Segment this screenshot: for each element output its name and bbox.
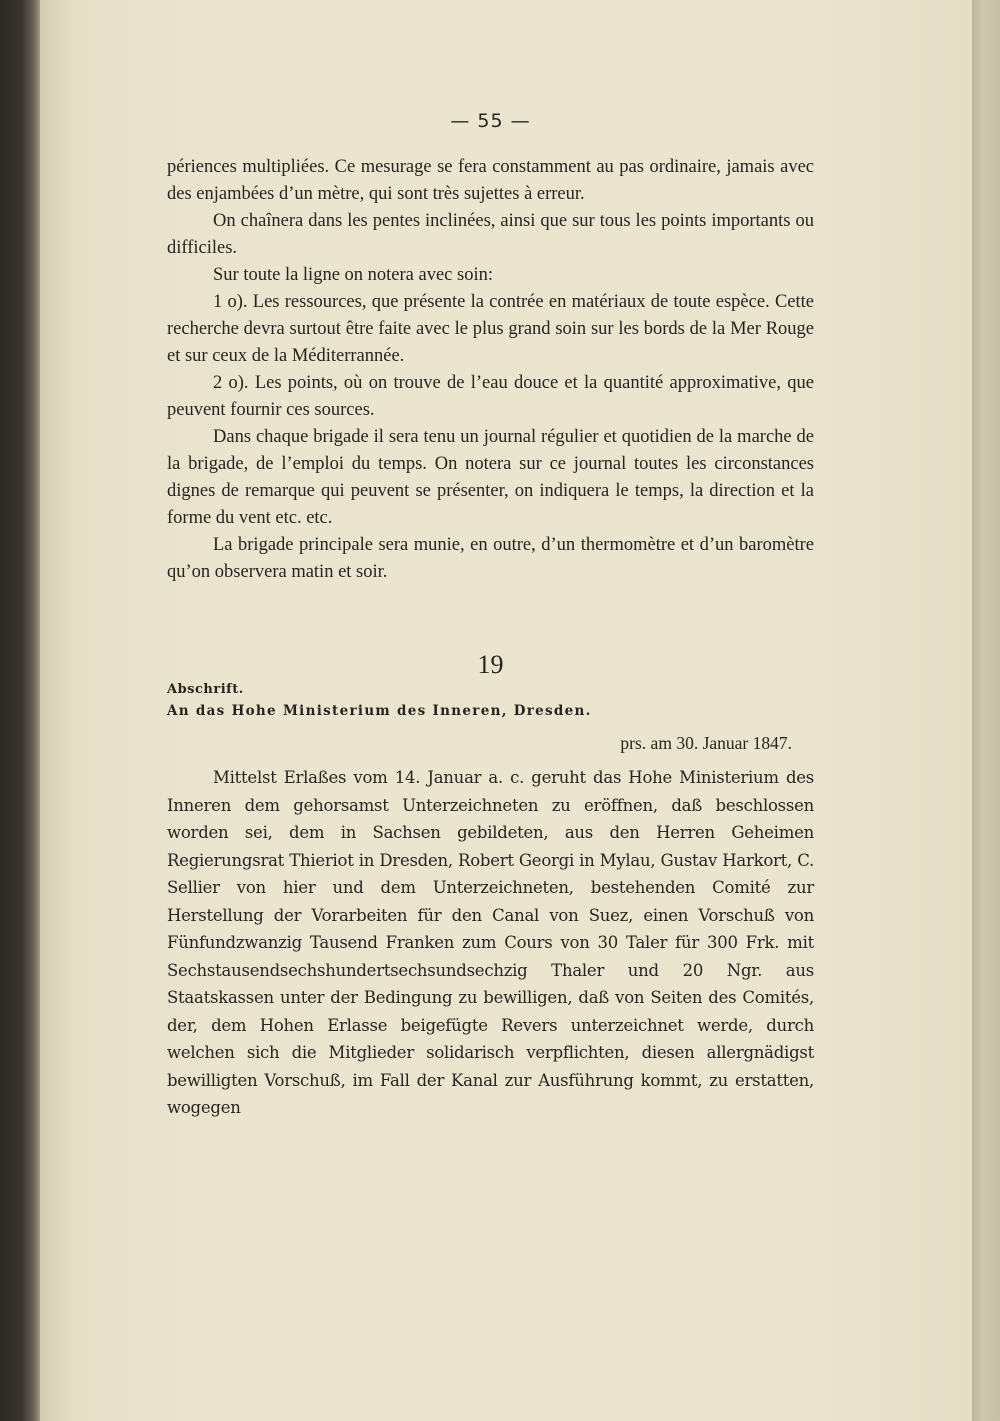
french-paragraph: Dans chaque brigade il sera tenu un journal régulier et quotidien de la marche de la brigade, de l’emploi du temps. On notera sur ce journal toutes les circonstances dignes de remarque qui peuvent se présenter, on indiquera le temps, la direction et la forme du vent etc. etc. bbox=[167, 427, 814, 528]
french-paragraph: 2 o). Les points, où on trouve de l’eau douce et la quantité approximative, que peuvent fournir ces sources. bbox=[167, 373, 814, 420]
document-number: 19 bbox=[477, 650, 504, 679]
french-paragraph: périences multipliées. Ce mesurage se fera constamment au pas ordinaire, jamais avec des enjambées d’un mètre, qui sont très sujettes à erreur. bbox=[167, 157, 814, 204]
french-text-block bbox=[167, 154, 814, 586]
receipt-date: prs. am 30. Januar 1847. bbox=[620, 733, 792, 753]
book-binding bbox=[0, 0, 40, 1421]
german-text-block bbox=[167, 764, 814, 1122]
page-number: — 55 — bbox=[450, 110, 531, 132]
page-edge bbox=[972, 0, 1000, 1421]
german-paragraph: Mittelst Erlaßes vom 14. Januar a. c. geruht das Hohe Ministerium des Inneren dem gehorsamst Unterzeichneten zu eröffnen, daß beschlossen worden sei, dem in Sachsen gebildeten, aus den Herren Geheimen Regierungsrat Thieriot in Dresden, Robert Georgi in Mylau, Gustav Harkort, C. Sellier von hier und dem Unterzeichneten, bestehenden Comité zur Herstellung der Vorarbeiten für den Canal von Suez, einen Vorschuß von Fünfundzwanzig Tausend Franken zum Cours von 30 Taler für 300 Frk. mit Sechstausendsechshundertsechsundsechzig Thaler und 20 Ngr. aus Staatskassen unter der Bedingung zu bewilligen, daß von Seiten des Comités, der, dem Hohen Erlasse beigefügte Revers unterzeichnet werde, durch welchen sich die Mitglieder solidarisch verpflichten, diesen allergnädigst bewilligten Vorschuß, im Fall der Kanal zur Ausführung kommt, zu erstatten, wogegen bbox=[167, 768, 814, 1117]
page-content bbox=[167, 110, 814, 1122]
document-heading: Abschrift. bbox=[167, 682, 244, 697]
french-paragraph: La brigade principale sera munie, en outre, d’un thermomètre et d’un baromètre qu’on observera matin et soir. bbox=[167, 535, 814, 582]
french-paragraph: On chaînera dans les pentes inclinées, ainsi que sur tous les points importants ou difficiles. bbox=[167, 211, 814, 258]
document-address: An das Hohe Ministerium des Inneren, Dresden. bbox=[167, 703, 592, 719]
french-paragraph: Sur toute la ligne on notera avec soin: bbox=[213, 265, 493, 285]
french-paragraph: 1 o). Les ressources, que présente la contrée en matériaux de toute espèce. Cette recherche devra surtout être faite avec le plus grand soin sur les bords de la Mer Rouge et sur ceux de la Méditerrannée. bbox=[167, 292, 814, 366]
